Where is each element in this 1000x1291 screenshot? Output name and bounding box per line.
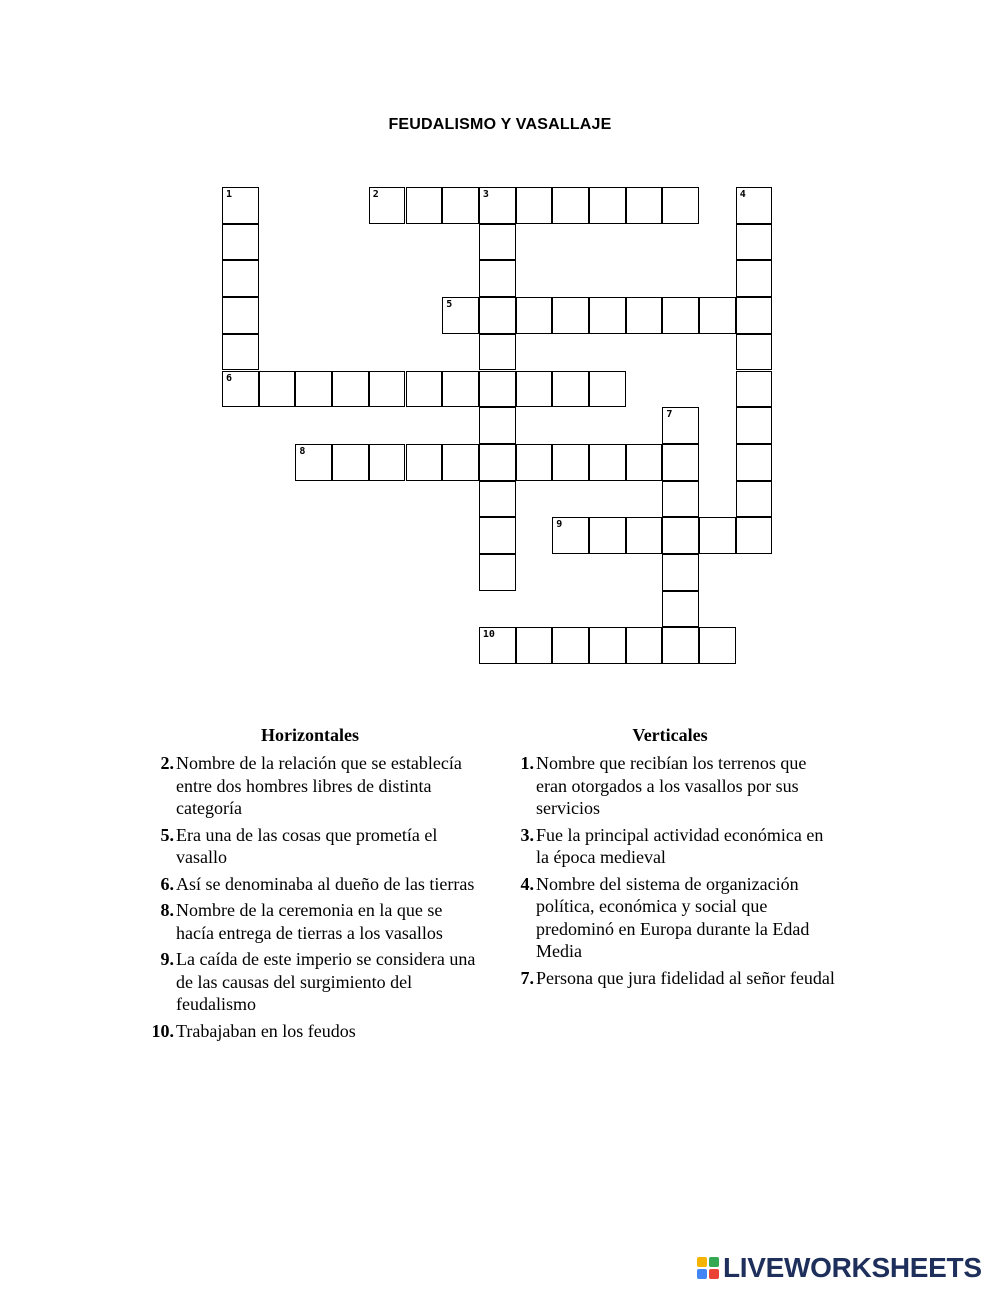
crossword-cell[interactable]: [662, 517, 699, 554]
letter-input[interactable]: [517, 445, 552, 480]
crossword-cell[interactable]: [699, 297, 736, 334]
crossword-cell[interactable]: [736, 444, 773, 481]
letter-input[interactable]: [407, 372, 442, 407]
crossword-cell[interactable]: [736, 407, 773, 444]
letter-input[interactable]: [223, 335, 258, 370]
crossword-cell[interactable]: [479, 371, 516, 408]
letter-input[interactable]: [737, 445, 772, 480]
clue-item-text: Nombre del sistema de organización política, económica y social que predominó en Europa durante la Edad Media: [536, 873, 810, 961]
letter-input[interactable]: [737, 298, 772, 333]
clue-item-number: 3.: [520, 824, 534, 845]
clue-number: 10: [482, 629, 495, 641]
crossword-cell[interactable]: [662, 554, 699, 591]
clue-item: [500, 967, 840, 990]
crossword-cell[interactable]: [479, 297, 516, 334]
crossword-cell[interactable]: [479, 407, 516, 444]
letter-input[interactable]: [627, 518, 662, 553]
clue-item: [140, 899, 480, 944]
across-heading: Horizontales: [261, 725, 359, 745]
clue-item-text: Persona que jura fidelidad al señor feudal: [536, 967, 835, 988]
letter-input[interactable]: [737, 335, 772, 370]
letter-input[interactable]: [663, 445, 698, 480]
logo-square: [709, 1269, 719, 1279]
letter-input[interactable]: [370, 188, 405, 223]
crossword-cell[interactable]: [479, 627, 516, 664]
logo-squares-icon: [697, 1257, 719, 1279]
clue-number: 5: [446, 299, 453, 311]
crossword-cell[interactable]: [222, 297, 259, 334]
letter-input[interactable]: [517, 188, 552, 223]
letter-input[interactable]: [627, 298, 662, 333]
crossword-cell[interactable]: [516, 187, 553, 224]
crossword-cell[interactable]: [626, 297, 663, 334]
clue-item-number: 9.: [160, 949, 174, 969]
clue-item-text: Trabajaban en los feudos: [176, 1020, 356, 1041]
letter-input[interactable]: [590, 518, 625, 553]
letter-input[interactable]: [627, 445, 662, 480]
crossword-cell[interactable]: [662, 591, 699, 628]
crossword-cell[interactable]: [552, 627, 589, 664]
crossword-cell[interactable]: [589, 297, 626, 334]
crossword-cell[interactable]: [479, 554, 516, 591]
letter-input[interactable]: [663, 482, 698, 517]
crossword-cell[interactable]: [295, 371, 332, 408]
letter-input[interactable]: [553, 188, 588, 223]
letter-input[interactable]: [700, 518, 735, 553]
clue-item-number: 1.: [520, 753, 534, 773]
crossword-cell[interactable]: [442, 444, 479, 481]
clue-number: 4: [739, 189, 746, 200]
letter-input[interactable]: [333, 445, 368, 480]
clue-item: [500, 873, 840, 963]
clue-number: 6: [226, 372, 233, 384]
clue-item-number: 4.: [520, 873, 534, 894]
crossword-cell[interactable]: [662, 481, 699, 518]
crossword-cell[interactable]: [442, 187, 479, 224]
letter-input[interactable]: [480, 372, 515, 407]
crossword-cell[interactable]: [626, 517, 663, 554]
crossword-cell[interactable]: [406, 371, 443, 408]
crossword-cell[interactable]: [259, 371, 296, 408]
letter-input[interactable]: [480, 335, 515, 370]
letter-input[interactable]: [480, 518, 515, 553]
clue-item: [140, 752, 480, 820]
clue-item-number: 6.: [160, 873, 174, 894]
crossword-cell[interactable]: [589, 517, 626, 554]
letter-input[interactable]: [480, 298, 515, 333]
crossword-cell[interactable]: [479, 187, 516, 224]
letter-input[interactable]: [663, 592, 698, 627]
crossword-cell[interactable]: [736, 187, 773, 224]
crossword-cell[interactable]: [552, 187, 589, 224]
letter-input[interactable]: [590, 628, 625, 663]
crossword-cell[interactable]: [626, 444, 663, 481]
liveworksheets-logo: [697, 1252, 982, 1284]
letter-input[interactable]: [737, 261, 772, 296]
letter-input[interactable]: [737, 518, 772, 553]
across-clues: [140, 725, 480, 1046]
letter-input[interactable]: [223, 225, 258, 260]
clue-item-number: 8.: [160, 900, 174, 920]
letter-input[interactable]: [737, 482, 772, 517]
crossword-cell[interactable]: [369, 371, 406, 408]
clue-number: 7: [666, 409, 673, 421]
letter-input[interactable]: [260, 372, 295, 407]
logo-square: [697, 1257, 707, 1267]
logo-square: [697, 1269, 707, 1279]
letter-input[interactable]: [627, 188, 662, 223]
down-clues: [500, 725, 840, 993]
letter-input[interactable]: [663, 298, 698, 333]
letter-input[interactable]: [700, 628, 735, 663]
clue-item-text: Nombre que recibían los terrenos que eran otorgados a los vasallos por sus servicios: [536, 753, 807, 818]
letter-input[interactable]: [663, 628, 698, 663]
clue-number: 9: [556, 519, 563, 531]
letter-input[interactable]: [553, 518, 588, 553]
logo-text: LIVEWORKSHEETS: [723, 1252, 982, 1283]
crossword-cell[interactable]: [699, 627, 736, 664]
clue-item-text: Nombre de la relación que se establecía entre dos hombres libres de distinta categoría: [176, 753, 462, 818]
clue-number: 3: [482, 189, 489, 200]
letter-input[interactable]: [296, 445, 331, 480]
letter-input[interactable]: [737, 188, 772, 223]
down-heading: Verticales: [632, 725, 708, 745]
clue-item: [500, 824, 840, 869]
letter-input[interactable]: [663, 408, 698, 443]
crossword-cell[interactable]: [479, 224, 516, 261]
crossword-cell[interactable]: [736, 334, 773, 371]
letter-input[interactable]: [407, 188, 442, 223]
crossword-cell[interactable]: [479, 260, 516, 297]
letter-input[interactable]: [333, 372, 368, 407]
crossword-cell[interactable]: [516, 371, 553, 408]
letter-input[interactable]: [590, 445, 625, 480]
worksheet-title: FEUDALISMO Y VASALLAJE: [388, 116, 612, 133]
letter-input[interactable]: [590, 188, 625, 223]
letter-input[interactable]: [553, 628, 588, 663]
crossword-cell[interactable]: [406, 187, 443, 224]
letter-input[interactable]: [370, 445, 405, 480]
crossword-cell[interactable]: [406, 444, 443, 481]
crossword-cell[interactable]: [516, 444, 553, 481]
clue-item-number: 5.: [160, 824, 174, 845]
clue-item-number: 10.: [151, 1020, 174, 1041]
crossword-cell[interactable]: [479, 517, 516, 554]
letter-input[interactable]: [480, 445, 515, 480]
crossword-cell[interactable]: [736, 517, 773, 554]
letter-input[interactable]: [517, 298, 552, 333]
letter-input[interactable]: [443, 445, 478, 480]
crossword-cell[interactable]: [662, 444, 699, 481]
letter-input[interactable]: [700, 298, 735, 333]
clue-item-text: La caída de este imperio se considera una de las causas del surgimiento del feudalismo: [176, 949, 476, 1014]
crossword-cell[interactable]: [552, 444, 589, 481]
clue-item-text: Fue la principal actividad económica en la época medieval: [536, 824, 824, 867]
clue-number: 1: [226, 189, 233, 200]
letter-input[interactable]: [223, 188, 258, 223]
crossword-cell[interactable]: [626, 627, 663, 664]
crossword-cell[interactable]: [736, 224, 773, 261]
clue-number: 8: [299, 445, 306, 457]
crossword-cell[interactable]: [295, 444, 332, 481]
crossword-cell[interactable]: [626, 187, 663, 224]
crossword-cell[interactable]: [662, 187, 699, 224]
crossword-cell[interactable]: [369, 444, 406, 481]
letter-input[interactable]: [443, 188, 478, 223]
crossword-cell[interactable]: [662, 297, 699, 334]
letter-input[interactable]: [517, 628, 552, 663]
crossword-cell[interactable]: [552, 371, 589, 408]
letter-input[interactable]: [480, 261, 515, 296]
letter-input[interactable]: [480, 555, 515, 590]
letter-input[interactable]: [480, 408, 515, 443]
letter-input[interactable]: [553, 298, 588, 333]
logo-square: [709, 1257, 719, 1267]
crossword-cell[interactable]: [369, 187, 406, 224]
clue-item: [140, 873, 480, 896]
letter-input[interactable]: [223, 298, 258, 333]
letter-input[interactable]: [223, 261, 258, 296]
letter-input[interactable]: [737, 372, 772, 407]
crossword-cell[interactable]: [332, 371, 369, 408]
crossword-cell[interactable]: [589, 371, 626, 408]
crossword-cell[interactable]: [516, 297, 553, 334]
crossword-cell[interactable]: [736, 297, 773, 334]
clue-item-text: Era una de las cosas que prometía el vasallo: [176, 824, 438, 867]
crossword-cell[interactable]: [479, 334, 516, 371]
crossword-cell[interactable]: [222, 224, 259, 261]
letter-input[interactable]: [663, 555, 698, 590]
letter-input[interactable]: [553, 372, 588, 407]
letter-input[interactable]: [553, 445, 588, 480]
letter-input[interactable]: [480, 188, 515, 223]
crossword-cell[interactable]: [736, 481, 773, 518]
crossword-cell[interactable]: [736, 260, 773, 297]
letter-input[interactable]: [590, 372, 625, 407]
letter-input[interactable]: [480, 482, 515, 517]
letter-input[interactable]: [407, 445, 442, 480]
crossword-cell[interactable]: [552, 517, 589, 554]
crossword-cell[interactable]: [589, 627, 626, 664]
letter-input[interactable]: [627, 628, 662, 663]
letter-input[interactable]: [370, 372, 405, 407]
letter-input[interactable]: [480, 225, 515, 260]
crossword-cell[interactable]: [442, 371, 479, 408]
crossword-cell[interactable]: [552, 297, 589, 334]
letter-input[interactable]: [480, 628, 515, 663]
crossword-cell[interactable]: [589, 444, 626, 481]
letter-input[interactable]: [443, 372, 478, 407]
clue-item: [140, 948, 480, 1016]
clue-item: [500, 752, 840, 820]
clue-item: [140, 1020, 480, 1043]
crossword-cell[interactable]: [222, 371, 259, 408]
letter-input[interactable]: [663, 188, 698, 223]
letter-input[interactable]: [223, 372, 258, 407]
crossword-cell[interactable]: [222, 187, 259, 224]
clue-item-text: Así se denominaba al dueño de las tierras: [176, 873, 475, 894]
letter-input[interactable]: [443, 298, 478, 333]
crossword-cell[interactable]: [479, 481, 516, 518]
letter-input[interactable]: [517, 372, 552, 407]
crossword-cell[interactable]: [589, 187, 626, 224]
letter-input[interactable]: [737, 408, 772, 443]
letter-input[interactable]: [296, 372, 331, 407]
crossword-cell[interactable]: [662, 407, 699, 444]
letter-input[interactable]: [590, 298, 625, 333]
letter-input[interactable]: [737, 225, 772, 260]
crossword-cell[interactable]: [222, 334, 259, 371]
clue-number: 2: [372, 189, 379, 200]
clue-item-number: 7.: [520, 967, 534, 988]
letter-input[interactable]: [663, 518, 698, 553]
crossword-cell[interactable]: [736, 371, 773, 408]
clue-item: [140, 824, 480, 869]
crossword-cell[interactable]: [222, 260, 259, 297]
crossword-cell[interactable]: [479, 444, 516, 481]
clue-item-number: 2.: [160, 753, 174, 773]
crossword-cell[interactable]: [699, 517, 736, 554]
clue-item-text: Nombre de la ceremonia en la que se hacía entrega de tierras a los vasallos: [176, 900, 443, 943]
crossword-cell[interactable]: [442, 297, 479, 334]
crossword-cell[interactable]: [516, 627, 553, 664]
crossword-cell[interactable]: [332, 444, 369, 481]
crossword-cell[interactable]: [662, 627, 699, 664]
